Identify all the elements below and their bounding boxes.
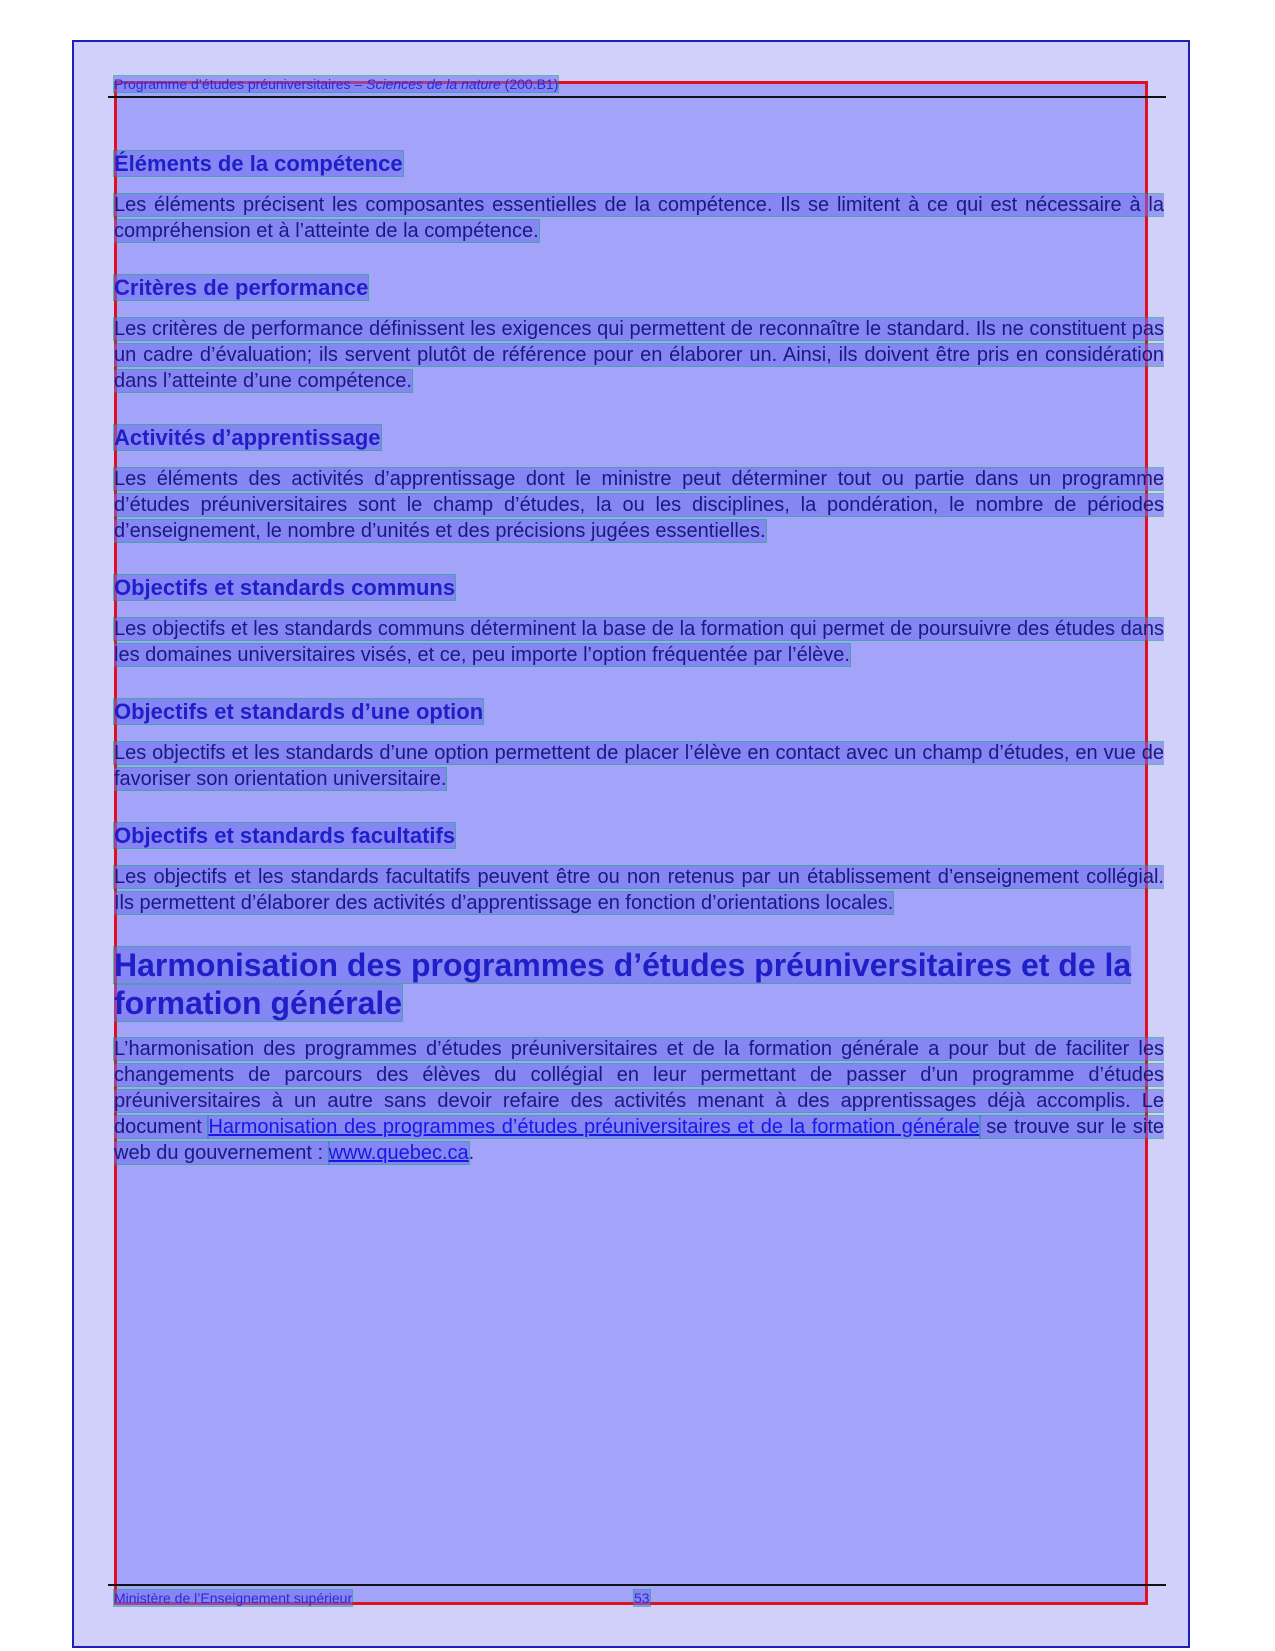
- header-prefix: Programme d’études préuniversitaires –: [114, 76, 367, 92]
- section-heading: Activités d’apprentissage: [114, 425, 381, 450]
- harmonisation-paragraph: L’harmonisation des programmes d’études préuniversitaires et de la formation générale a pour but de faciliter les changements de parcours des élèves du collégial en leur permettant de passer d’un programme d’études préuniversitaires à un autre sans devoir refaire des activités menant à des apprentissages déjà accomplis. Le document Harmonisation des programmes d’études préuniversitaires et de la formation générale se trouve sur le site web du gouvernement : www.quebec.ca.: [114, 1038, 1164, 1164]
- section-paragraph: Les objectifs et les standards communs déterminent la base de la formation qui permet de poursuivre des études dans les domaines universitaires visés, et ce, peu importe l’option fréquentée par l’élève.: [114, 618, 1164, 666]
- section-heading: Objectifs et standards communs: [114, 575, 456, 600]
- section-option: [114, 698, 1164, 792]
- harmonisation-document-link[interactable]: Harmonisation des programmes d’études préuniversitaires et de la formation générale: [208, 1116, 980, 1138]
- section-paragraph: Les objectifs et les standards facultatifs peuvent être ou non retenus par un établissement d’enseignement collégial. Ils permettent d’élaborer des activités d’apprentissage en fonction d’orientations locales.: [114, 866, 1164, 914]
- harmonisation-title: Harmonisation des programmes d’études préuniversitaires et de la formation générale: [114, 947, 1132, 1021]
- section-heading: Critères de performance: [114, 275, 369, 300]
- header-code: (200.B1): [500, 76, 559, 92]
- section-paragraph: Les éléments précisent les composantes essentielles de la compétence. Ils se limitent à ce qui est nécessaire à la compréhension et à l’atteinte de la compétence.: [114, 194, 1164, 242]
- footer-rule: [108, 1584, 1166, 1586]
- header-rule: [108, 96, 1166, 98]
- header-program: Sciences de la nature: [366, 76, 501, 92]
- section-paragraph: Les éléments des activités d’apprentissage dont le ministre peut déterminer tout ou partie dans un programme d’études préuniversitaires sont le champ d’études, la ou les disciplines, la pondération, le nombre de périodes d’enseignement, le nombre d’unités et des précisions jugées essentielles.: [114, 468, 1164, 542]
- footer-ministry: Ministère de l’Enseignement supérieur: [114, 1590, 353, 1606]
- section-paragraph: Les objectifs et les standards d’une option permettent de placer l’élève en contact avec un champ d’études, en vue de favoriser son orientation universitaire.: [114, 742, 1164, 790]
- section-communs: [114, 574, 1164, 668]
- page-number: 53: [634, 1590, 650, 1606]
- section-heading: Éléments de la compétence: [114, 151, 403, 176]
- section-activites: [114, 424, 1164, 544]
- section-criteres: [114, 274, 1164, 394]
- section-heading: Objectifs et standards facultatifs: [114, 823, 456, 848]
- section-facultatifs: [114, 822, 1164, 916]
- document-body: [114, 150, 1164, 1196]
- section-heading: Objectifs et standards d’une option: [114, 699, 484, 724]
- section-harmonisation: [114, 946, 1164, 1166]
- section-elements: [114, 150, 1164, 244]
- running-header: [114, 76, 558, 92]
- section-paragraph: Les critères de performance définissent les exigences qui permettent de reconnaître le standard. Ils ne constituent pas un cadre d’évaluation; ils servent plutôt de référence pour en élaborer un. Ainsi, ils doivent être pris en considération dans l’atteinte d’une compétence.: [114, 318, 1164, 392]
- quebec-site-link[interactable]: www.quebec.ca: [328, 1142, 469, 1164]
